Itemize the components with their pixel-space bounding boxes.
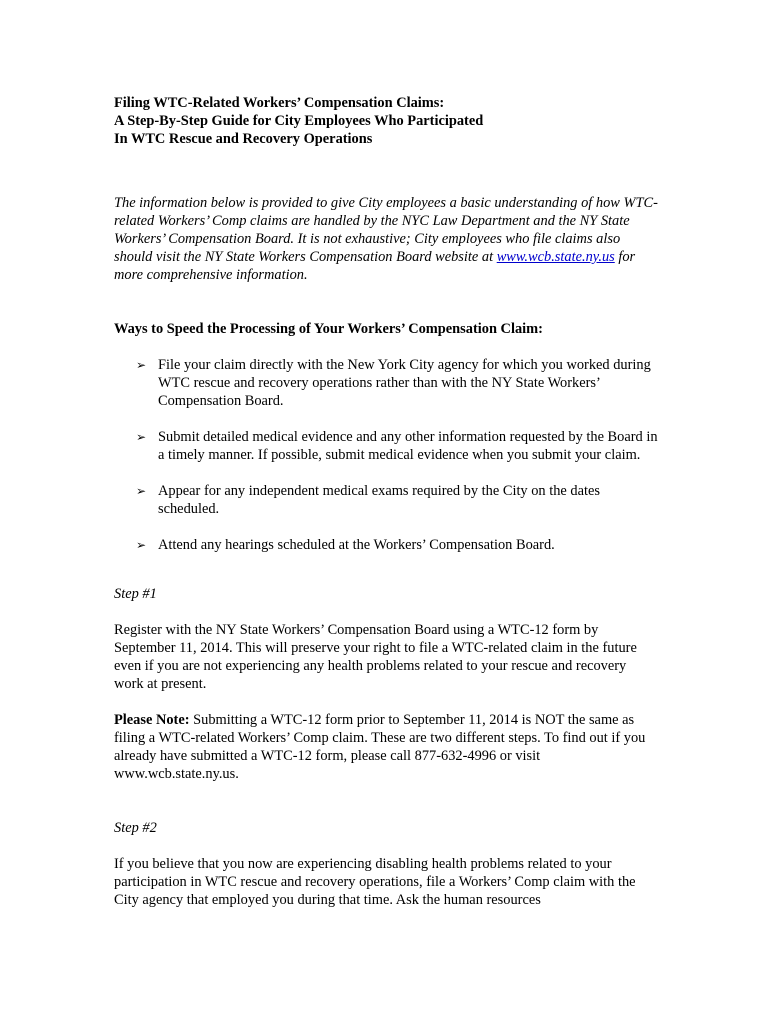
step-2-body: If you believe that you now are experiencing disabling health problems related to your participation in WTC rescue and recovery operations, file a Workers’ Comp claim with the City agency that employed you during that time. Ask the human resources bbox=[114, 856, 636, 908]
ways-list-item bbox=[114, 428, 659, 464]
ways-list-item bbox=[114, 482, 659, 518]
step-1-body: Register with the NY State Workers’ Compensation Board using a WTC-12 form by September 11, 2014. This will preserve your right to file a WTC-related claim in the future even if you are not experiencing any health problems related to your rescue and recovery work at present. bbox=[114, 622, 637, 692]
ways-heading: Ways to Speed the Processing of Your Workers’ Compensation Claim: bbox=[114, 321, 543, 337]
arrow-bullet-icon: ➢ bbox=[136, 430, 147, 444]
arrow-bullet-icon: ➢ bbox=[136, 358, 147, 372]
step-1-title: Step #1 bbox=[114, 586, 157, 602]
ways-list-item bbox=[114, 356, 659, 410]
arrow-bullet-icon: ➢ bbox=[136, 538, 147, 552]
note-label: Please Note: bbox=[114, 712, 190, 728]
step-2-title: Step #2 bbox=[114, 820, 157, 836]
ways-item-text: Attend any hearings scheduled at the Workers’ Compensation Board. bbox=[158, 537, 555, 553]
ways-item-text: File your claim directly with the New York City agency for which you worked during WTC rescue and recovery operations rather than with the NY State Workers’ Compensation Board. bbox=[158, 357, 651, 409]
arrow-bullet-icon: ➢ bbox=[136, 484, 147, 498]
step-1-note bbox=[114, 711, 659, 783]
wcb-website-link[interactable]: www.wcb.state.ny.us bbox=[496, 249, 615, 265]
intro-suffix: for more comprehensive information. bbox=[114, 249, 636, 283]
document-body bbox=[114, 94, 659, 909]
ways-item-text: Submit detailed medical evidence and any other information requested by the Board in a timely manner. If possible, submit medical evidence when you submit your claim. bbox=[158, 429, 658, 463]
title-line-1: Filing WTC-Related Workers’ Compensation Claims: bbox=[114, 95, 445, 111]
intro-paragraph bbox=[114, 194, 659, 284]
note-text: Submitting a WTC-12 form prior to September 11, 2014 is NOT the same as filing a WTC-related Workers’ Comp claim. These are two different steps. To find out if you already have submitted a WTC-12 form, please call 877-632-4996 or visit www.wcb.state.ny.us. bbox=[114, 712, 646, 782]
ways-item-text: Appear for any independent medical exams required by the City on the dates scheduled. bbox=[158, 483, 600, 517]
ways-list-item bbox=[114, 536, 659, 554]
ways-list bbox=[114, 356, 659, 554]
intro-text: The information below is provided to give City employees a basic understanding of how WTC-related Workers’ Comp claims are handled by the NYC Law Department and the NY State Workers’ Compensation Board. It is not exhaustive; City employees who file claims also should visit the NY State Workers Compensation Board website at bbox=[114, 195, 658, 265]
title-line-2: A Step-By-Step Guide for City Employees Who Participated bbox=[114, 113, 484, 129]
title-line-3: In WTC Rescue and Recovery Operations bbox=[114, 131, 373, 147]
document-title bbox=[114, 94, 659, 148]
